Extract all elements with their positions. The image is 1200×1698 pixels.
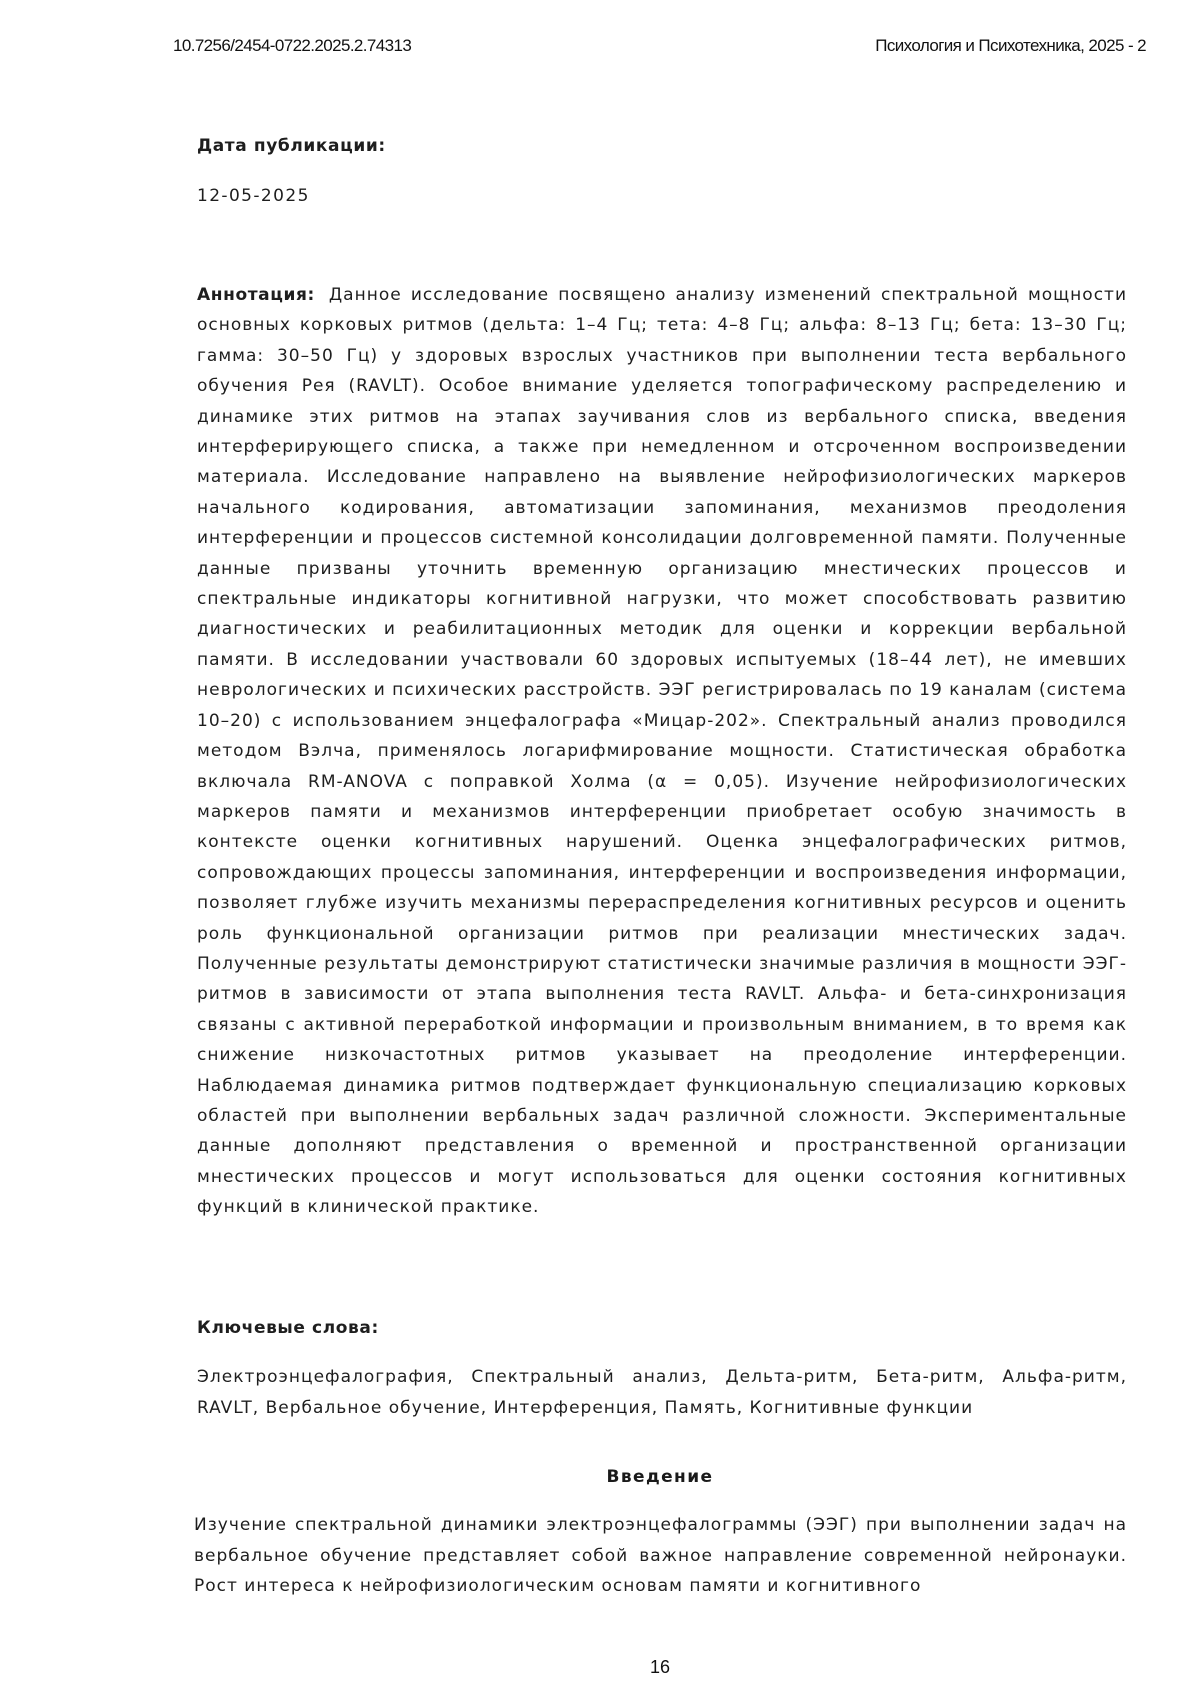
publication-date: 12-05-2025 <box>197 186 310 206</box>
introduction-heading: Введение <box>606 1467 714 1487</box>
introduction-text: Изучение спектральной динамики электроэнцефалограммы (ЭЭГ) при выполнении задач на вербальное обучение представляет собой важное направление современной нейронауки. Рост интереса к нейрофизиологическим основам памяти и когнитивного <box>194 1515 1127 1597</box>
abstract <box>197 280 1127 1223</box>
publication-date-label: Дата публикации: <box>197 136 386 156</box>
abstract-label: Аннотация: <box>197 285 315 305</box>
keywords-text: Электроэнцефалография, Спектральный анализ, Дельта-ритм, Бета-ритм, Альфа-ритм, RAVLT, Вербальное обучение, Интерференция, Память, Когнитивные функции <box>197 1367 1127 1418</box>
page-number: 16 <box>649 1657 671 1677</box>
abstract-text: Данное исследование посвящено анализу изменений спектральной мощности основных корковых ритмов (дельта: 1–4 Гц; тета: 4–8 Гц; альфа: 8–13 Гц; бета: 13–30 Гц; гамма: 30–50 Гц) у здоровых взрослых участников при выполнении теста вербального обучения Рея (RAVLT). Особое внимание уделяется топографическому распределению и динамике этих ритмов на этапах заучивания слов из вербального списка, введения интерферирующего списка, а также при немедленном и отсроченном воспроизведении материала. Исследование направлено на выявление нейрофизиологических маркеров начального кодирования, автоматизации запоминания, механизмов преодоления интерференции и процессов системной консолидации долговременной памяти. Полученные данные призваны уточнить временную организацию мнестических процессов и спектральные индикаторы когнитивной нагрузки, что может способствовать развитию диагностических и реабилитационных методик для оценки и коррекции вербальной памяти. В исследовании участвовали 60 здоровых испытуемых (18–44 лет), не имевших неврологических и психических расстройств. ЭЭГ регистрировалась по 19 каналам (система 10–20) с использованием энцефалографа «Мицар-202». Спектральный анализ проводился методом Вэлча, применялось логарифмирование мощности. Статистическая обработка включала RM-ANOVA с поправкой Холма (α = 0,05). Изучение нейрофизиологических маркеров памяти и механизмов интерференции приобретает особую значимость в контексте оценки когнитивных нарушений. Оценка энцефалографических ритмов, сопровождающих процессы запоминания, интерференции и воспроизведения информации, позволяет глубже изучить механизмы перераспределения когнитивных ресурсов и оценить роль функциональной организации ритмов при реализации мнестических задач. Полученные результаты демонстрируют статистически значимые различия в мощности ЭЭГ-ритмов в зависимости от этапа выполнения теста RAVLT. Альфа- и бета-синхронизация связаны с активной переработкой информации и произвольным вниманием, в то время как снижение низкочастотных ритмов указывает на преодоление интерференции. Наблюдаемая динамика ритмов подтверждает функциональную специализацию корковых областей при выполнении вербальных задач различной сложности. Экспериментальные данные дополняют представления о временной и пространственной организации мнестических процессов и могут использоваться для оценки состояния когнитивных функций в клинической практике. <box>197 285 1127 1218</box>
keywords-label: Ключевые слова: <box>197 1318 379 1338</box>
running-head-journal: Психология и Психотехника, 2025 - 2 <box>875 36 1146 55</box>
running-head-doi: 10.7256/2454-0722.2025.2.74313 <box>173 36 412 55</box>
